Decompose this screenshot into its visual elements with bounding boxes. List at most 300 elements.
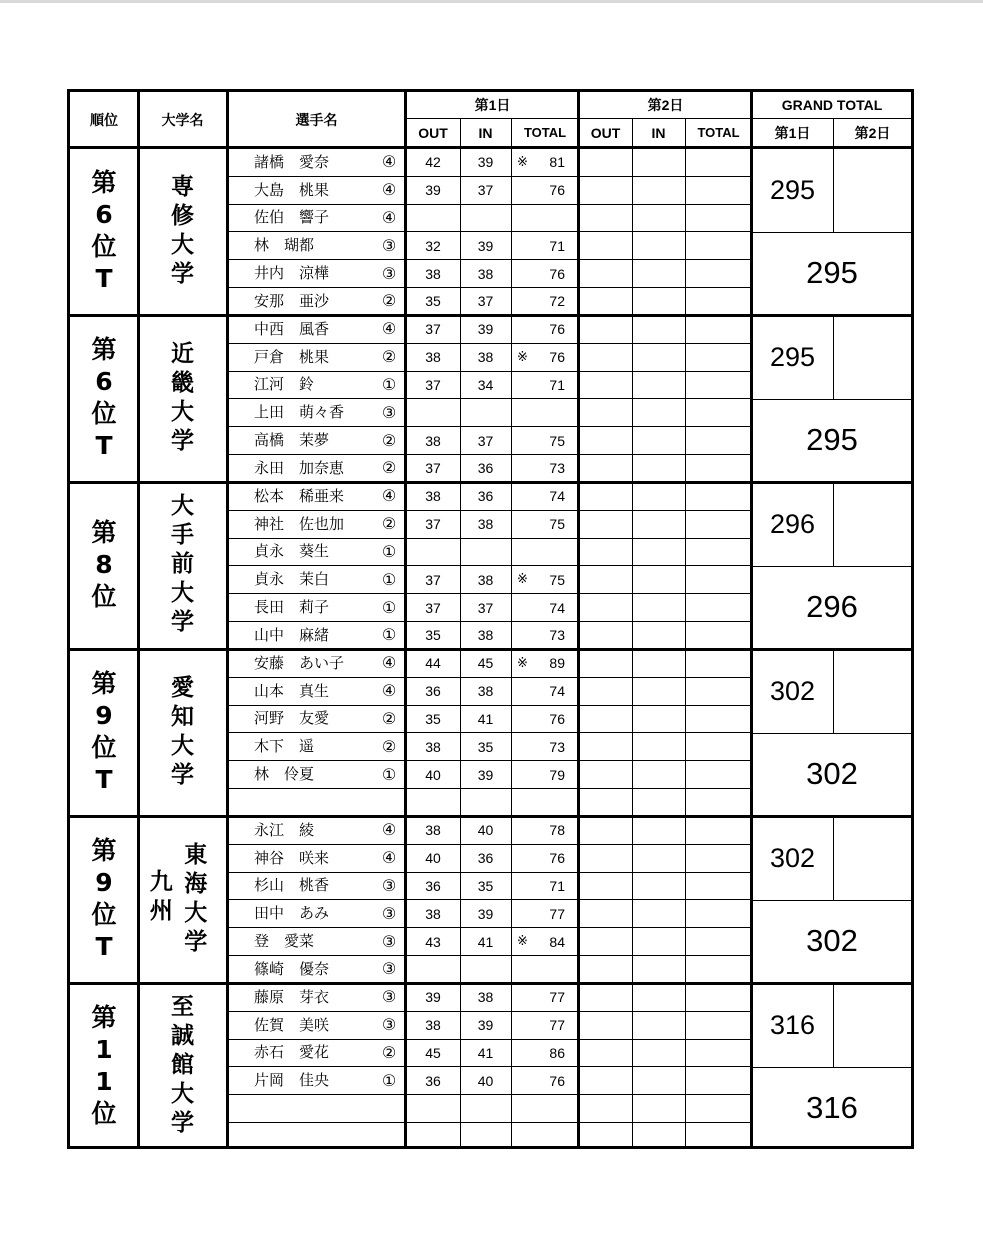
team-university-char: 畿 (171, 369, 194, 396)
header-out-day1: OUT (418, 124, 448, 141)
score-total: 75 (549, 571, 565, 588)
header-grand-total: GRAND TOTAL (781, 97, 883, 113)
team-rank-char: 位 (91, 581, 117, 611)
score-out: 32 (425, 237, 441, 254)
excluded-score-mark (517, 260, 537, 287)
header-grand-day2: 第2日 (854, 124, 891, 141)
excluded-score-mark: ※ (517, 349, 528, 365)
score-in: 37 (477, 293, 494, 310)
team-rank-char: 第 (91, 167, 117, 197)
player-grade: ① (381, 597, 397, 617)
score-in: 36 (477, 488, 494, 505)
excluded-score-mark (517, 539, 537, 566)
score-in (460, 1095, 511, 1122)
grand-total-day1: 302 (769, 843, 816, 873)
score-in: 41 (477, 933, 494, 950)
score-in: 36 (477, 460, 494, 477)
score-out: 38 (425, 1017, 441, 1034)
team-rank-char: T (95, 764, 113, 794)
player-grade: ④ (381, 180, 397, 200)
team-university-char: 近 (171, 340, 194, 367)
score-out: 40 (425, 766, 441, 783)
excluded-score-mark (517, 1067, 537, 1094)
player-grade: ④ (381, 848, 397, 868)
score-total: 84 (549, 933, 565, 950)
team-rank-char: 9 (95, 700, 113, 730)
score-in: 38 (477, 627, 494, 644)
score-total: 74 (549, 683, 565, 700)
score-total: 73 (549, 627, 565, 644)
score-in: 38 (477, 265, 494, 282)
player-name: 赤石 愛花 (254, 1043, 330, 1062)
score-in: 37 (477, 432, 494, 449)
score-total: 76 (549, 850, 565, 867)
player-grade: ② (381, 514, 397, 534)
score-out: 35 (425, 293, 441, 310)
column-divider (511, 118, 512, 1146)
excluded-score-mark (517, 455, 537, 482)
score-total: 73 (549, 738, 565, 755)
team-rank-char: 第 (91, 668, 117, 698)
score-in: 39 (477, 766, 494, 783)
player-name: 林 伶夏 (254, 765, 315, 784)
team-university-prefix (144, 831, 179, 962)
excluded-score-mark (517, 594, 537, 621)
team-university (138, 316, 227, 479)
score-in: 40 (477, 822, 494, 839)
score-total (539, 789, 565, 816)
column-border (577, 92, 580, 1146)
header-university: 大学名 (161, 111, 204, 128)
score-in: 45 (477, 655, 494, 672)
excluded-score-mark (517, 399, 537, 426)
team-university-char: 学 (171, 761, 194, 788)
player-grade: ③ (381, 931, 397, 951)
team-university-char: 知 (171, 703, 194, 730)
player-name: 貞永 葵生 (254, 542, 330, 561)
score-total: 79 (549, 766, 565, 783)
player-name: 中西 風香 (254, 319, 330, 338)
excluded-score-mark (517, 232, 537, 259)
team-university-char: 海 (184, 870, 208, 897)
score-out: 38 (425, 822, 441, 839)
grand-total-divider (833, 483, 834, 566)
team-rank-char: 第 (91, 835, 117, 865)
score-in: 38 (477, 516, 494, 533)
score-in (460, 399, 511, 426)
player-name: 戸倉 桃果 (254, 347, 330, 366)
team-university-char: 大 (171, 580, 194, 606)
score-in: 39 (477, 1017, 494, 1034)
score-in (460, 956, 511, 983)
score-total: 71 (549, 376, 565, 393)
player-name: 安那 亜沙 (254, 291, 330, 310)
player-name: 田中 あみ (254, 904, 330, 923)
team-rank-char: T (95, 263, 113, 293)
player-name: 神社 佐也加 (254, 514, 345, 533)
score-out (406, 956, 460, 983)
score-total: 76 (549, 182, 565, 199)
score-out: 38 (425, 349, 441, 366)
grand-total-team: 302 (806, 923, 858, 958)
player-name: 江河 鈴 (254, 375, 315, 394)
team-rank-char: 位 (91, 899, 117, 929)
team-university-char: 学 (171, 609, 194, 635)
score-out: 38 (425, 432, 441, 449)
player-name: 神谷 咲来 (254, 848, 330, 867)
column-divider (833, 118, 834, 147)
score-out (406, 1095, 460, 1122)
excluded-score-mark (517, 1123, 537, 1150)
score-out: 38 (425, 905, 441, 922)
header-divider (406, 118, 912, 119)
score-in: 34 (477, 376, 494, 393)
team-university-char: 前 (171, 551, 194, 577)
team-university-char: 学 (184, 928, 208, 955)
player-name: 篠崎 優奈 (254, 959, 330, 978)
score-out: 42 (425, 154, 441, 171)
player-name (254, 1095, 384, 1122)
excluded-score-mark: ※ (517, 934, 528, 950)
score-in: 39 (477, 321, 494, 338)
score-in: 39 (477, 905, 494, 922)
grand-total-team: 296 (806, 589, 858, 624)
team-university-char: 東 (184, 841, 208, 868)
header-rank: 順位 (90, 111, 118, 128)
player-name: 山本 真生 (254, 681, 330, 700)
player-grade (377, 1123, 401, 1150)
grand-total-divider (833, 316, 834, 399)
score-total: 75 (549, 432, 565, 449)
team-rank (70, 984, 138, 1147)
player-grade: ④ (381, 319, 397, 339)
player-name: 藤原 芽衣 (254, 987, 330, 1006)
excluded-score-mark: ※ (517, 154, 528, 170)
player-grade: ② (381, 347, 397, 367)
score-out (406, 1123, 460, 1150)
grand-total-divider (833, 650, 834, 733)
player-name: 松本 稀亜来 (254, 486, 345, 505)
player-name (254, 789, 384, 816)
player-name: 林 瑚都 (254, 236, 315, 255)
player-name: 永田 加奈恵 (254, 458, 345, 477)
grand-total-team: 295 (806, 422, 858, 457)
player-name: 佐伯 響子 (254, 208, 330, 227)
team-rank-char: 位 (91, 732, 117, 762)
header-in-day1: IN (478, 124, 493, 141)
score-out: 45 (425, 1044, 441, 1061)
excluded-score-mark (517, 372, 537, 399)
excluded-score-mark (517, 789, 537, 816)
team-university-char: 学 (171, 260, 194, 287)
header-day1: 第1日 (474, 97, 511, 113)
player-grade: ④ (381, 820, 397, 840)
team-rank-char: 位 (91, 231, 117, 261)
page-top-border (0, 0, 983, 3)
player-name: 木下 遥 (254, 737, 315, 756)
score-in: 36 (477, 850, 494, 867)
score-total: 75 (549, 516, 565, 533)
score-in: 39 (477, 237, 494, 254)
team-university-char: 大 (171, 398, 194, 425)
score-out: 38 (425, 265, 441, 282)
excluded-score-mark (517, 511, 537, 538)
player-grade: ③ (381, 875, 397, 895)
player-name: 安藤 あい子 (254, 653, 345, 672)
player-name: 片岡 佳央 (254, 1071, 330, 1090)
score-total: 71 (549, 877, 565, 894)
team-university-char: 大 (184, 899, 208, 926)
score-out: 37 (425, 321, 441, 338)
score-total (539, 956, 565, 983)
score-total: 74 (549, 488, 565, 505)
score-out: 39 (425, 989, 441, 1006)
score-in: 37 (477, 182, 494, 199)
player-grade: ④ (381, 486, 397, 506)
excluded-score-mark (517, 483, 537, 510)
excluded-score-mark (517, 845, 537, 872)
player-grade: ③ (381, 263, 397, 283)
team-rank-char: 第 (91, 334, 117, 364)
excluded-score-mark (517, 622, 537, 649)
score-in: 38 (477, 683, 494, 700)
team-university-char: 手 (171, 522, 194, 548)
header-grand-day1: 第1日 (774, 124, 811, 141)
player-grade: ③ (381, 903, 397, 923)
player-grade: ① (381, 541, 397, 561)
score-total (539, 399, 565, 426)
player-grade: ② (381, 430, 397, 450)
grand-total-divider (833, 817, 834, 900)
score-out: 38 (425, 488, 441, 505)
score-total (539, 205, 565, 232)
grand-total-team: 316 (806, 1090, 858, 1125)
excluded-score-mark (517, 427, 537, 454)
score-in: 35 (477, 738, 494, 755)
score-total: 77 (549, 989, 565, 1006)
score-out: 36 (425, 877, 441, 894)
header-out-day2: OUT (590, 124, 621, 141)
score-out: 40 (425, 850, 441, 867)
team-university-char: 大 (171, 732, 194, 759)
player-grade: ③ (381, 235, 397, 255)
excluded-score-mark (517, 316, 537, 343)
excluded-score-mark: ※ (517, 655, 528, 671)
team-rank (70, 817, 138, 980)
player-grade: ① (381, 1070, 397, 1090)
team-university-char: 誠 (171, 1023, 194, 1049)
excluded-score-mark (517, 205, 537, 232)
team-university-char: 学 (171, 427, 194, 454)
grand-total-divider (833, 149, 834, 232)
score-out (406, 789, 460, 816)
excluded-score-mark (517, 733, 537, 760)
team-university-prefix-char: 九 (149, 868, 173, 895)
excluded-score-mark (517, 956, 537, 983)
score-total (539, 539, 565, 566)
player-name: 上田 萌々香 (254, 403, 345, 422)
team-university-char: 至 (171, 994, 194, 1020)
score-in (460, 205, 511, 232)
score-out (406, 539, 460, 566)
score-total (539, 1095, 565, 1122)
score-in (460, 789, 511, 816)
excluded-score-mark (517, 177, 537, 204)
player-grade: ③ (381, 987, 397, 1007)
player-grade: ④ (381, 152, 397, 172)
score-total: 77 (549, 905, 565, 922)
player-grade (377, 1095, 401, 1122)
score-total: 81 (549, 154, 565, 171)
score-out: 44 (425, 655, 441, 672)
score-in: 40 (477, 1072, 494, 1089)
player-name: 長田 莉子 (254, 598, 330, 617)
team-university-char: 大 (171, 493, 194, 519)
header-total-day1: TOTAL (523, 125, 567, 140)
player-name: 杉山 桃香 (254, 876, 330, 895)
team-rank-char: 第 (91, 1002, 117, 1032)
player-name: 河野 友愛 (254, 709, 330, 728)
excluded-score-mark (517, 678, 537, 705)
team-rank (70, 316, 138, 479)
player-grade: ② (381, 1042, 397, 1062)
score-out: 37 (425, 599, 441, 616)
team-rank-char: 位 (91, 398, 117, 428)
excluded-score-mark (517, 817, 537, 844)
excluded-score-mark (517, 984, 537, 1011)
team-university (138, 650, 227, 813)
player-grade: ② (381, 458, 397, 478)
excluded-score-mark (517, 1095, 537, 1122)
player-name (254, 1123, 384, 1150)
team-university-char: 大 (171, 1081, 194, 1107)
score-out: 37 (425, 376, 441, 393)
player-grade: ④ (381, 207, 397, 227)
score-in (460, 1123, 511, 1150)
score-total: 78 (549, 822, 565, 839)
score-out: 35 (425, 710, 441, 727)
score-out: 36 (425, 683, 441, 700)
team-rank (70, 149, 138, 312)
team-rank-char: T (95, 931, 113, 961)
score-out: 39 (425, 182, 441, 199)
score-total: 73 (549, 460, 565, 477)
score-in: 37 (477, 599, 494, 616)
results-table (67, 89, 914, 1149)
player-grade: ② (381, 708, 397, 728)
score-out (406, 205, 460, 232)
score-total: 77 (549, 1017, 565, 1034)
team-university (138, 149, 227, 312)
score-in: 38 (477, 989, 494, 1006)
excluded-score-mark (517, 900, 537, 927)
team-rank-char: 1 (95, 1066, 113, 1096)
player-grade: ② (381, 291, 397, 311)
player-grade: ④ (381, 681, 397, 701)
score-total: 86 (549, 1044, 565, 1061)
grand-total-day1: 295 (769, 342, 816, 372)
excluded-score-mark (517, 706, 537, 733)
player-grade: ④ (381, 653, 397, 673)
team-rank-char: 位 (91, 1098, 117, 1128)
team-university (138, 483, 227, 646)
column-divider (685, 118, 686, 1146)
score-out: 43 (425, 933, 441, 950)
score-total (539, 1123, 565, 1150)
team-rank (70, 650, 138, 813)
score-total: 89 (549, 655, 565, 672)
team-rank-char: 6 (95, 366, 113, 396)
player-name: 貞永 茉白 (254, 570, 330, 589)
score-in: 35 (477, 877, 494, 894)
header-player: 選手名 (295, 111, 338, 128)
score-in: 41 (477, 710, 494, 727)
excluded-score-mark (517, 288, 537, 315)
player-name: 大島 桃果 (254, 180, 330, 199)
team-university-char: 修 (171, 202, 194, 229)
player-grade: ② (381, 736, 397, 756)
header-in-day2: IN (651, 124, 666, 141)
grand-total-day1: 295 (769, 175, 816, 205)
team-university-prefix-char: 州 (149, 897, 173, 924)
score-out: 37 (425, 460, 441, 477)
header-total-day2: TOTAL (697, 125, 740, 140)
player-grade: ① (381, 569, 397, 589)
team-rank-char: T (95, 430, 113, 460)
grand-total-day1: 296 (769, 509, 816, 539)
score-out (406, 399, 460, 426)
score-total: 74 (549, 599, 565, 616)
player-name: 諸橋 愛奈 (254, 152, 330, 171)
grand-total-team: 295 (806, 255, 858, 290)
score-total: 71 (549, 237, 565, 254)
team-university (138, 984, 227, 1147)
player-grade: ③ (381, 959, 397, 979)
team-rank-char: 9 (95, 867, 113, 897)
excluded-score-mark: ※ (517, 572, 528, 588)
score-in: 38 (477, 571, 494, 588)
score-total: 72 (549, 293, 565, 310)
column-divider (632, 118, 633, 1146)
team-rank-char: 1 (95, 1034, 113, 1064)
player-name: 登 愛菜 (254, 932, 315, 951)
player-grade (377, 789, 401, 816)
player-grade: ① (381, 625, 397, 645)
team-rank-char: 6 (95, 199, 113, 229)
score-in: 39 (477, 154, 494, 171)
team-rank (70, 483, 138, 646)
score-out: 36 (425, 1072, 441, 1089)
grand-total-team: 302 (806, 756, 858, 791)
team-university-char: 愛 (171, 674, 194, 701)
score-out: 37 (425, 516, 441, 533)
score-in: 41 (477, 1044, 494, 1061)
excluded-score-mark (517, 761, 537, 788)
score-out: 35 (425, 627, 441, 644)
player-grade: ③ (381, 1015, 397, 1035)
score-in: 38 (477, 349, 494, 366)
excluded-score-mark (517, 873, 537, 900)
player-name: 永江 綾 (254, 820, 315, 839)
score-in (460, 539, 511, 566)
score-total: 76 (549, 1072, 565, 1089)
score-total: 76 (549, 265, 565, 282)
excluded-score-mark (517, 1012, 537, 1039)
player-name: 高橋 茉夢 (254, 431, 330, 450)
score-total: 76 (549, 710, 565, 727)
team-rank-char: 第 (91, 517, 117, 547)
team-rank-char: 8 (95, 549, 113, 579)
